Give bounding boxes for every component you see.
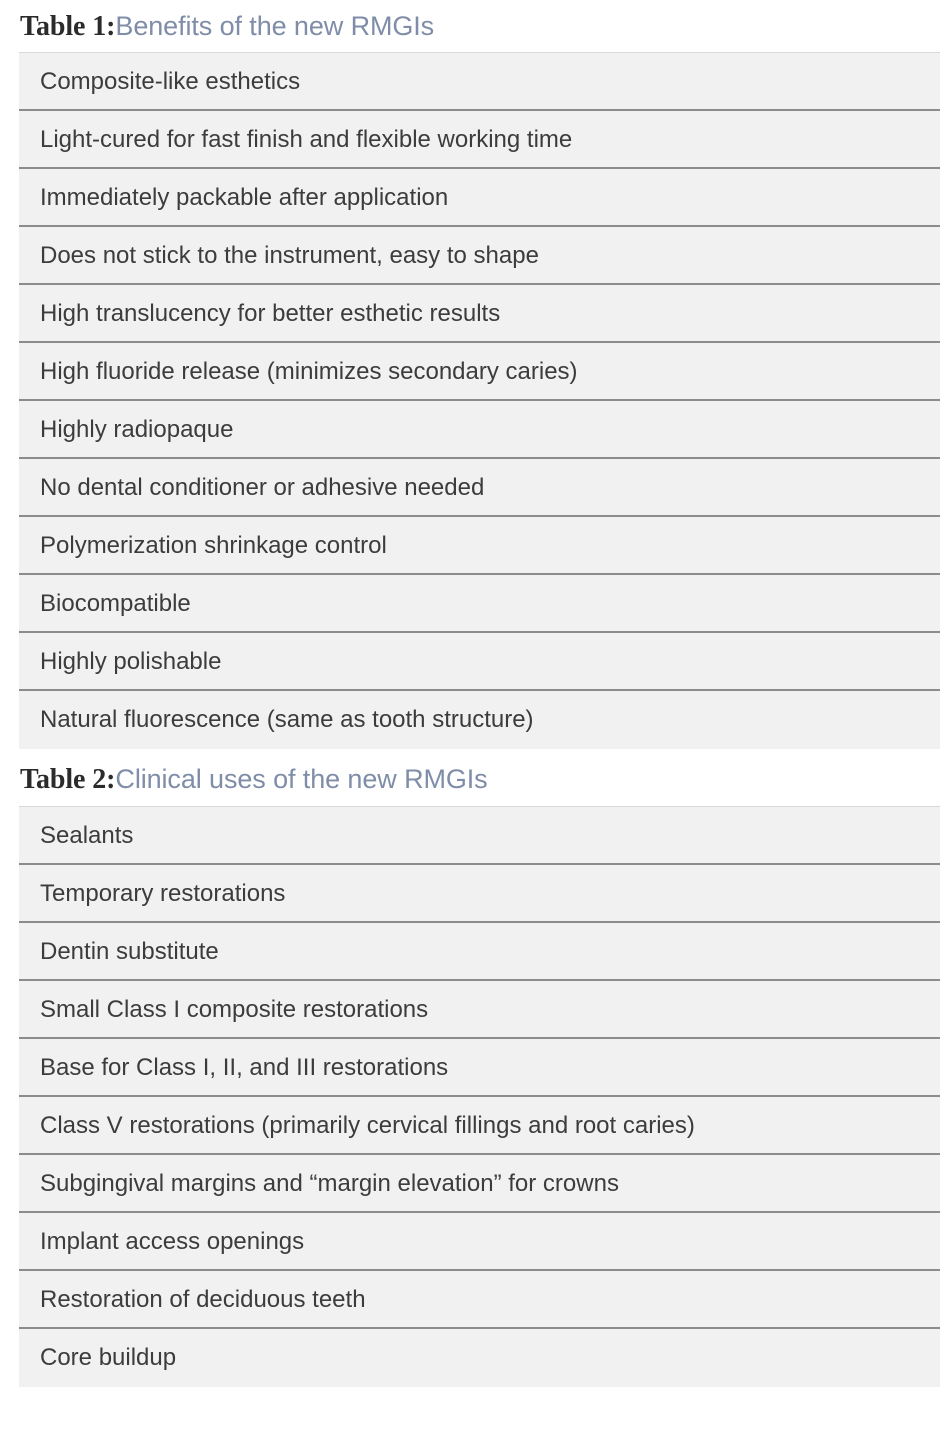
table-row: Temporary restorations — [19, 865, 940, 923]
table-row: Polymerization shrinkage control — [19, 517, 940, 575]
table-row: Immediately packable after application — [19, 169, 940, 227]
table-row: Natural fluorescence (same as tooth structure) — [19, 691, 940, 749]
table-row: Restoration of deciduous teeth — [19, 1271, 940, 1329]
table-2-title: Clinical uses of the new RMGIs — [115, 764, 488, 794]
table-row: Light-cured for fast finish and flexible working time — [19, 111, 940, 169]
table-row: Core buildup — [19, 1329, 940, 1387]
table-1-caption — [0, 0, 950, 52]
table-row: High fluoride release (minimizes secondary caries) — [19, 343, 940, 401]
table-row: Composite-like esthetics — [19, 53, 940, 111]
table-row: Implant access openings — [19, 1213, 940, 1271]
table-2-rows — [19, 806, 940, 1387]
table-2-block — [0, 742, 950, 1387]
table-2-caption — [0, 742, 950, 806]
table-row: Dentin substitute — [19, 923, 940, 981]
page-bottom-spacer — [0, 1387, 950, 1427]
table-row: Does not stick to the instrument, easy to shape — [19, 227, 940, 285]
table-row: Class V restorations (primarily cervical fillings and root caries) — [19, 1097, 940, 1155]
table-row: Biocompatible — [19, 575, 940, 633]
table-2-label: Table 2: — [20, 764, 116, 795]
table-row: Base for Class I, II, and III restorations — [19, 1039, 940, 1097]
table-1-rows — [19, 52, 940, 742]
table-row: Subgingival margins and “margin elevation” for crowns — [19, 1155, 940, 1213]
table-row: Highly polishable — [19, 633, 940, 691]
table-1-title: Benefits of the new RMGIs — [115, 11, 435, 41]
table-1-label: Table 1: — [20, 11, 116, 42]
table-row: Sealants — [19, 807, 940, 865]
table-row: Highly radiopaque — [19, 401, 940, 459]
table-row: Small Class I composite restorations — [19, 981, 940, 1039]
table-row: No dental conditioner or adhesive needed — [19, 459, 940, 517]
table-row: High translucency for better esthetic results — [19, 285, 940, 343]
